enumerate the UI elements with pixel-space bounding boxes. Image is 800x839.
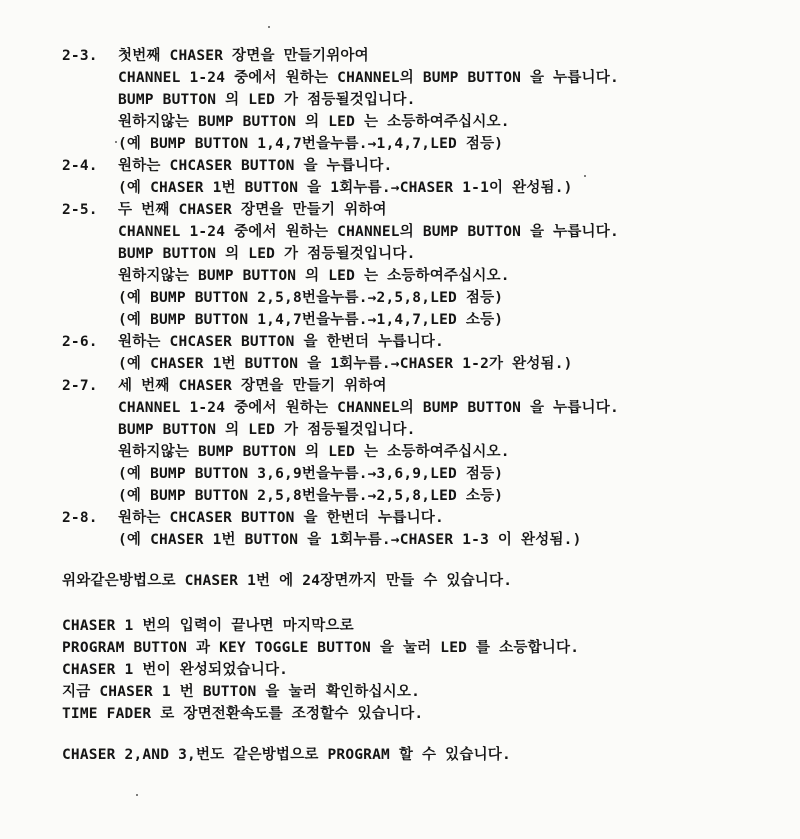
step-heading — [62, 47, 369, 65]
scan-speck — [115, 141, 117, 143]
step-title: 두 번째 CHASER 장면을 만들기 위하여 — [118, 202, 387, 218]
closing-line: PROGRAM BUTTON 과 KEY TOGGLE BUTTON 을 눌러 LED 를 소등합니다. — [62, 640, 580, 656]
step-example: (예 BUMP BUTTON 2,5,8번을누름.→2,5,8,LED 점등) — [118, 290, 504, 306]
step-example: (예 BUMP BUTTON 2,5,8번을누름.→2,5,8,LED 소등) — [118, 488, 504, 504]
step-number: 2-4. — [62, 158, 98, 174]
closing-line: 지금 CHASER 1 번 BUTTON 을 눌러 확인하십시오. — [62, 684, 421, 700]
step-heading — [62, 333, 444, 351]
step-example: (예 BUMP BUTTON 1,4,7번을누름.→1,4,7,LED 소등) — [118, 312, 504, 328]
step-heading — [62, 509, 444, 527]
step-example: (예 CHASER 1번 BUTTON 을 1회누름.→CHASER 1-2가 완성됨.) — [118, 356, 573, 372]
closing-line: CHASER 1 번의 입력이 끝나면 마지막으로 — [62, 618, 354, 634]
scan-speck — [268, 26, 270, 28]
step-line: 원하지않는 BUMP BUTTON 의 LED 는 소등하여주십시오. — [118, 444, 510, 460]
step-example: (예 CHASER 1번 BUTTON 을 1회누름.→CHASER 1-1이 완성됨.) — [118, 180, 573, 196]
step-line: BUMP BUTTON 의 LED 가 점등될것입니다. — [118, 246, 416, 262]
step-heading — [62, 377, 387, 395]
step-line: BUMP BUTTON 의 LED 가 점등될것입니다. — [118, 422, 416, 438]
final-text: CHASER 2,AND 3,번도 같은방법으로 PROGRAM 할 수 있습니다. — [62, 747, 511, 763]
step-line: CHANNEL 1-24 중에서 원하는 CHANNEL의 BUMP BUTTON 을 누릅니다. — [118, 224, 619, 240]
step-line: 원하지않는 BUMP BUTTON 의 LED 는 소등하여주십시오. — [118, 268, 510, 284]
step-number: 2-7. — [62, 378, 98, 394]
step-line: BUMP BUTTON 의 LED 가 점등될것입니다. — [118, 92, 416, 108]
step-number: 2-3. — [62, 48, 98, 64]
scan-speck — [584, 175, 586, 177]
step-line: CHANNEL 1-24 중에서 원하는 CHANNEL의 BUMP BUTTON 을 누릅니다. — [118, 70, 619, 86]
step-heading — [62, 157, 392, 175]
step-title: 원하는 CHCASER BUTTON 을 한번더 누릅니다. — [118, 510, 444, 526]
step-number: 2-8. — [62, 510, 98, 526]
summary-text: 위와같은방법으로 CHASER 1번 에 24장면까지 만들 수 있습니다. — [62, 573, 513, 589]
step-example: (예 BUMP BUTTON 1,4,7번을누름.→1,4,7,LED 점등) — [118, 136, 504, 152]
step-title: 첫번째 CHASER 장면을 만들기위아여 — [118, 48, 369, 64]
closing-line: CHASER 1 번이 완성되었습니다. — [62, 662, 289, 678]
step-title: 세 번째 CHASER 장면을 만들기 위하여 — [118, 378, 387, 394]
step-title: 원하는 CHCASER BUTTON 을 누릅니다. — [118, 158, 393, 174]
step-line: CHANNEL 1-24 중에서 원하는 CHANNEL의 BUMP BUTTON 을 누릅니다. — [118, 400, 619, 416]
step-number: 2-5. — [62, 202, 98, 218]
step-number: 2-6. — [62, 334, 98, 350]
step-title: 원하는 CHCASER BUTTON 을 한번더 누릅니다. — [118, 334, 444, 350]
step-heading — [62, 201, 387, 219]
step-example: (예 CHASER 1번 BUTTON 을 1회누름.→CHASER 1-3 이 완성됨.) — [118, 532, 582, 548]
closing-line: TIME FADER 로 장면전환속도를 조정할수 있습니다. — [62, 706, 424, 722]
step-example: (예 BUMP BUTTON 3,6,9번을누름.→3,6,9,LED 점등) — [118, 466, 504, 482]
scan-speck — [136, 794, 138, 796]
step-line: 원하지않는 BUMP BUTTON 의 LED 는 소등하여주십시오. — [118, 114, 510, 130]
